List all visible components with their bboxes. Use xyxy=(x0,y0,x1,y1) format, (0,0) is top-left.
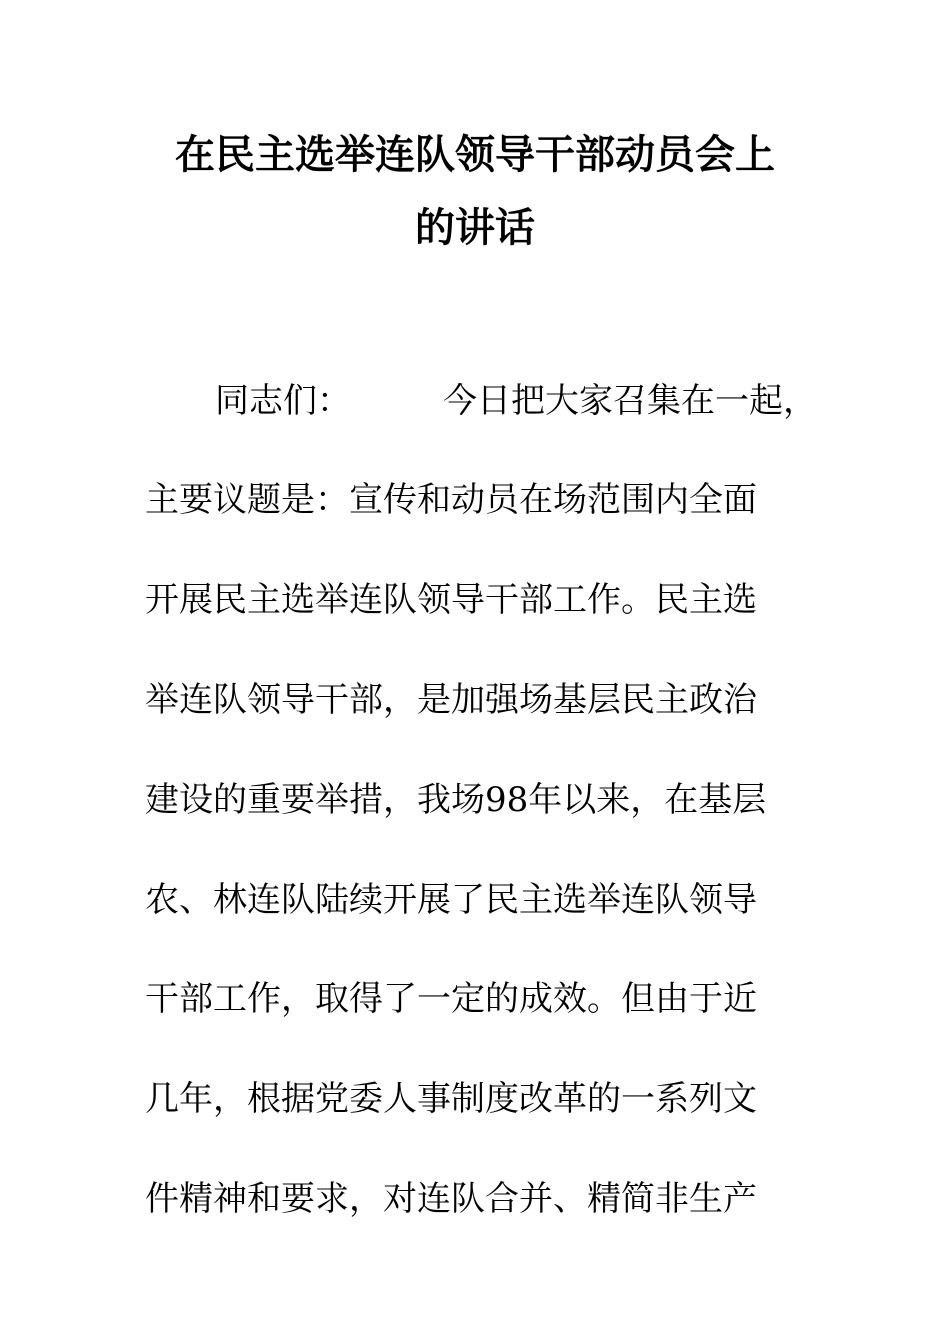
document-title-line-2: 的讲话 xyxy=(415,204,535,251)
salutation: 同志们： xyxy=(215,381,351,421)
paragraph-line-5: 建设的重要举措，我场98年以来，在基层 xyxy=(145,780,767,820)
paragraph-line-6: 农、林连队陆续开展了民主选举连队领导 xyxy=(145,880,757,920)
paragraph-line-3: 开展民主选举连队领导干部工作。民主选 xyxy=(145,580,757,620)
document-title-line-1: 在民主选举连队领导干部动员会上 xyxy=(175,131,775,178)
paragraph-line-4: 举连队领导干部，是加强场基层民主政治 xyxy=(145,680,757,720)
paragraph-text: 今日把大家召集在一起， xyxy=(443,381,817,421)
paragraph-line-9: 件精神和要求，对连队合并、精简非生产 xyxy=(145,1179,757,1219)
paragraph-line-1 xyxy=(215,380,817,422)
paragraph-line-7: 干部工作，取得了一定的成效。但由于近 xyxy=(145,979,757,1019)
paragraph-line-8: 几年，根据党委人事制度改革的一系列文 xyxy=(145,1079,757,1119)
paragraph-line-2: 主要议题是：宣传和动员在场范围内全面 xyxy=(145,480,757,520)
